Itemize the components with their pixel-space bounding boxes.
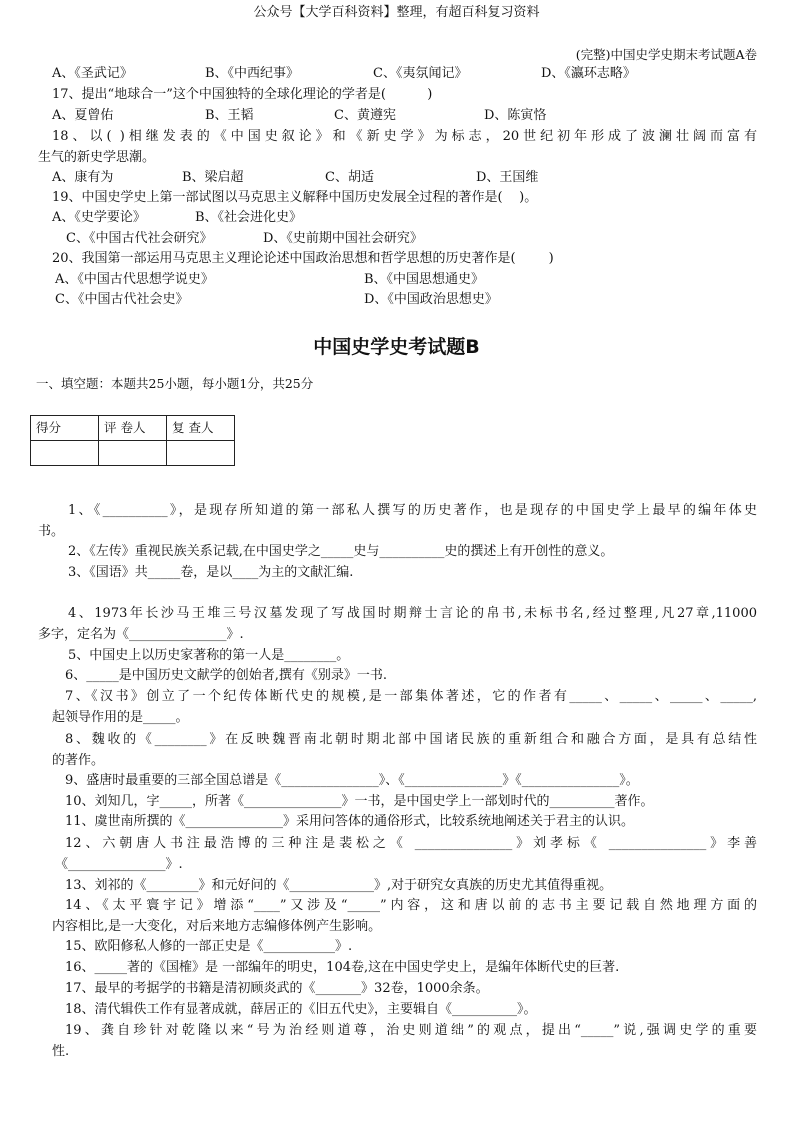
question-20: 20、我国第一部运用马克思主义理论论述中国政治思想和哲学思想的历史著作是( ) [52, 251, 554, 266]
fill-q12-cont: 《_______________》. [55, 857, 183, 872]
score-cell[interactable] [31, 441, 99, 466]
fill-q9: 9、盛唐时最重要的三部全国总谱是《_______________》、《_______________》《_______________》。 [65, 773, 639, 788]
question-18-cont: 生气的新史学思潮。 [38, 150, 156, 165]
question-18: 18、以( )相继发表的《中国史叙论》和《新史学》为标志，20世纪初年形成了波澜壮阔而富有 [52, 129, 757, 144]
fill-q8-cont: 的著作。 [52, 753, 105, 768]
q16-option-d: D、《瀛环志略》 [541, 66, 636, 81]
fill-q16: 16、_____著的《国榷》是 一部编年的明史，104卷,这在中国史学史上，是编年体断代史的巨著. [65, 960, 620, 975]
section-heading: 一、填空题：本题共25小题，每小题1分，共25分 [36, 376, 314, 391]
score-header: 得分 [31, 416, 99, 441]
fill-q7: 7、《汉书》创立了一个纪传体断代史的规模,是一部集体著述，它的作者有_____、_____、_____、_____, [65, 689, 757, 704]
fill-q14-cont: 内容相比,是一大变化，对后来地方志编修体例产生影响。 [52, 919, 382, 934]
fill-q2: 2、《左传》重视民族关系记载,在中国史学之_____史与__________史的撰述上有开创性的意义。 [68, 544, 614, 559]
fill-q10: 10、刘知几，字_____，所著《_______________》一书，是中国史学上一部划时代的__________著作。 [65, 794, 654, 809]
q19-option-a: A、《史学要论》 [52, 210, 146, 225]
page-header: 公众号【大学百科资料】整理，有超百科复习资料 [253, 5, 540, 20]
q20-option-c: C、《中国古代社会史》 [55, 292, 189, 307]
q19-option-b: B、《社会进化史》 [195, 210, 303, 225]
fill-q8: 8、魏收的《________》在反映魏晋南北朝时期北部中国诸民族的重新组合和融合方面，是具有总结性 [65, 732, 757, 747]
fill-q11: 11、虞世南所撰的《_______________》采用问答体的通俗形式，比较系统地阐述关于君主的认识。 [65, 814, 635, 829]
grader-header: 评 卷人 [99, 416, 167, 441]
score-table [30, 415, 235, 466]
q20-option-d: D、《中国政治思想史》 [364, 292, 498, 307]
fill-q6: 6、_____是中国历史文献学的创始者,撰有《别录》一书. [65, 668, 388, 683]
fill-q4-cont: 多字，定名为《_______________》. [38, 627, 244, 642]
q17-option-b: B、王韬 [205, 108, 254, 123]
fill-q3: 3、《国语》共_____卷，是以____为主的文献汇编. [68, 565, 354, 580]
exam-b-title: 中国史学史考试题B [313, 336, 480, 358]
q19-option-c: C、《中国古代社会研究》 [66, 231, 213, 246]
q18-option-a: A、康有为 [52, 170, 114, 185]
reviewer-header: 复 查人 [167, 416, 235, 441]
q16-option-c: C、《夷氛闻记》 [373, 66, 468, 81]
reviewer-cell[interactable] [167, 441, 235, 466]
q18-option-c: C、胡适 [325, 170, 374, 185]
fill-q4: 4、1973年长沙马王堆三号汉墓发现了写战国时期辩士言论的帛书,未标书名,经过整理,凡27章,11000 [68, 606, 757, 621]
document-subtitle: (完整)中国史学史期末考试题A卷 [575, 47, 757, 62]
q16-option-b: B、《中西纪事》 [205, 66, 300, 81]
fill-q18: 18、清代辑佚工作有显著成就，薛居正的《旧五代史》，主要辑自《__________》。 [65, 1002, 537, 1017]
q19-option-d: D、《史前期中国社会研究》 [263, 231, 423, 246]
question-19: 19、中国史学史上第一部试图以马克思主义解释中国历史发展全过程的著作是( )。 [52, 190, 538, 205]
q20-option-a: A、《中国古代思想学说史》 [55, 272, 214, 287]
grader-cell[interactable] [99, 441, 167, 466]
fill-q1-cont: 书。 [38, 524, 65, 539]
fill-q13: 13、刘祁的《________》和元好问的《_____________》,对于研究女真族的历史尤其值得重视。 [65, 878, 613, 893]
fill-q19-cont: 性. [52, 1044, 70, 1059]
fill-q5: 5、中国史上以历史家著称的第一人是________。 [68, 648, 350, 663]
fill-q17: 17、最早的考据学的书籍是清初顾炎武的《_______》32卷，1000余条。 [65, 981, 489, 996]
q17-option-d: D、陈寅恪 [484, 108, 547, 123]
q20-option-b: B、《中国思想通史》 [364, 272, 485, 287]
fill-q1: 1、《__________》，是现存所知道的第一部私人撰写的历史著作，也是现存的中国史学上最早的编年体史 [68, 503, 757, 518]
fill-q14: 14、《太平寰宇记》增添“____”又涉及“_____”内容，这和唐以前的志书主要记载自然地理方面的 [65, 898, 757, 913]
fill-q15: 15、欧阳修私人修的一部正史是《___________》. [65, 939, 353, 954]
q18-option-b: B、梁启超 [182, 170, 244, 185]
q17-option-c: C、黄遵宪 [334, 108, 396, 123]
q16-option-a: A、《圣武记》 [52, 66, 133, 81]
fill-q19: 19、龚自珍针对乾隆以来“号为治经则道尊，治史则道绌”的观点，提出“_____”说,强调史学的重要 [65, 1023, 757, 1038]
q17-option-a: A、夏曾佑 [52, 108, 114, 123]
fill-q7-cont: 起领导作用的是_____。 [52, 710, 189, 725]
fill-q12: 12、六朝唐人书注最浩博的三种注是裴松之《 _______________》刘孝标《 _______________》李善 [65, 836, 757, 851]
q18-option-d: D、王国维 [476, 170, 539, 185]
question-17: 17、提出“地球合一”这个中国独特的全球化理论的学者是( ) [52, 87, 433, 102]
